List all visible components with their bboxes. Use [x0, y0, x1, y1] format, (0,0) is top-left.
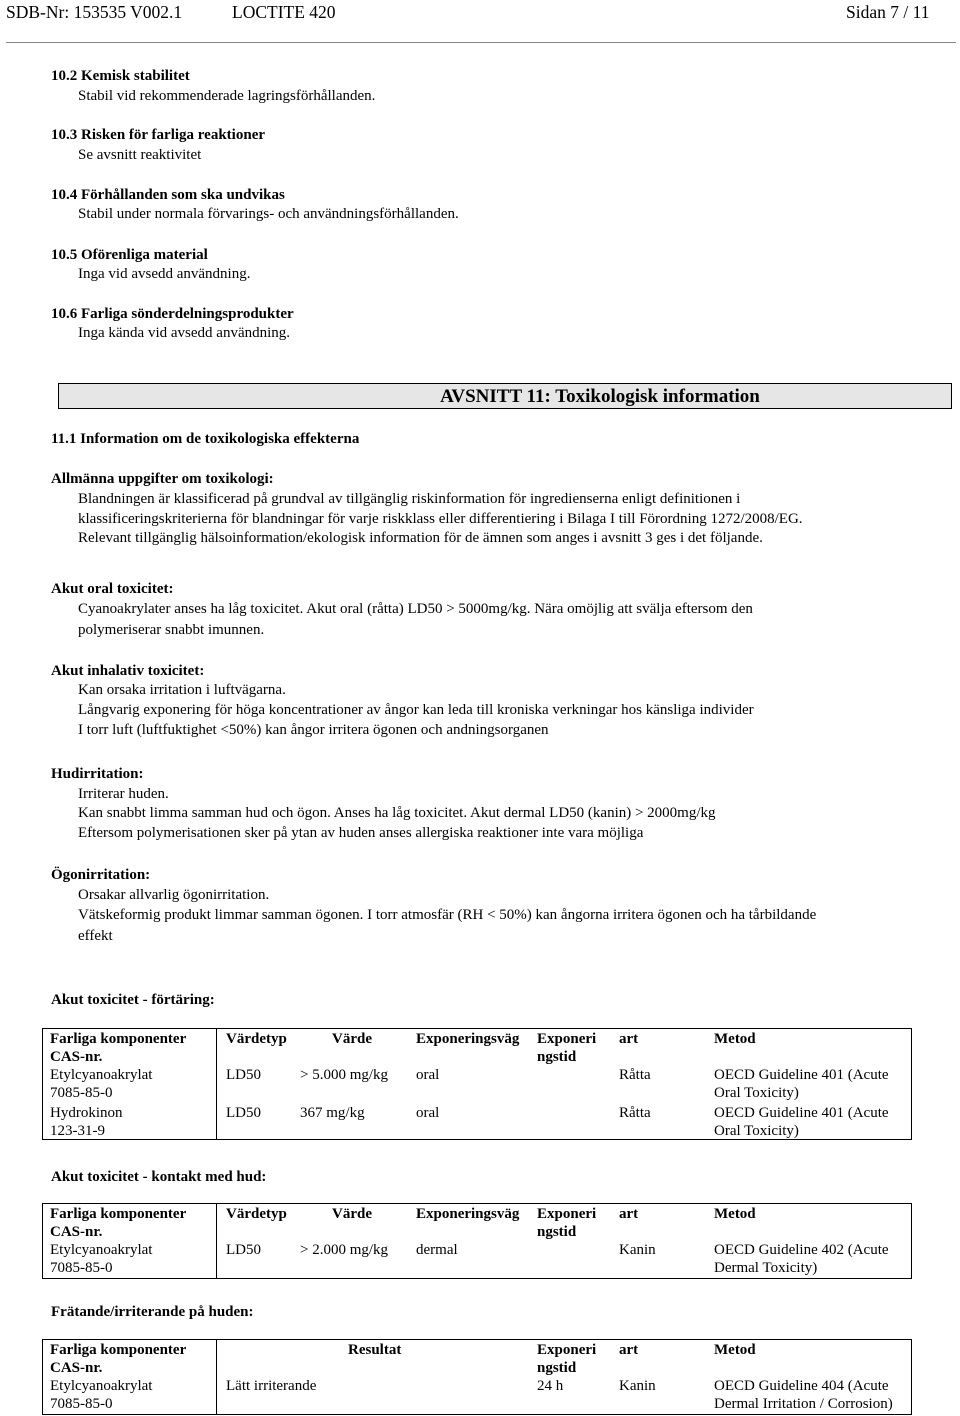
- row-2-component: Hydrokinon: [50, 1105, 123, 1121]
- row-1-method-line-2: Dermal Toxicity): [714, 1260, 818, 1276]
- row-1-value: > 2.000 mg/kg: [300, 1242, 389, 1258]
- row-1-cas: 7085-85-0: [50, 1396, 113, 1412]
- row-1-value-type: LD50: [226, 1242, 261, 1258]
- row-1-component: Etylcyanoakrylat: [50, 1242, 153, 1258]
- row-1-species: Kanin: [619, 1242, 656, 1258]
- col-header-value: Värde: [332, 1206, 372, 1222]
- row-1-cas: 7085-85-0: [50, 1260, 113, 1276]
- row-2-method-line-1: OECD Guideline 401 (Acute: [714, 1105, 889, 1121]
- row-1-method-line-2: Oral Toxicity): [714, 1085, 799, 1101]
- section-10-2-title: 10.2 Kemisk stabilitet: [51, 68, 190, 84]
- section-10-3-title: 10.3 Risken för farliga reaktioner: [51, 127, 266, 143]
- section-10-5-text: Inga vid avsedd användning.: [78, 266, 251, 282]
- col-header-method: Metod: [714, 1031, 756, 1047]
- row-1-method-line-1: OECD Guideline 404 (Acute: [714, 1378, 889, 1394]
- dermal-tox-table: [42, 1203, 912, 1279]
- oral-tox-title: Akut oral toxicitet:: [51, 581, 174, 597]
- col-header-exposure-time-2: ngstid: [537, 1224, 577, 1240]
- row-1-route: dermal: [416, 1242, 458, 1258]
- oral-tox-table: [42, 1028, 912, 1140]
- section-10-3-text: Se avsnitt reaktivitet: [78, 147, 202, 163]
- col-header-species: art: [619, 1206, 639, 1222]
- row-1-species: Råtta: [619, 1067, 651, 1083]
- row-1-component: Etylcyanoakrylat: [50, 1378, 153, 1394]
- col-header-exposure-time-1: Exponeri: [537, 1342, 597, 1358]
- col-header-component: Farliga komponenter: [50, 1031, 187, 1047]
- col-header-result: Resultat: [348, 1342, 402, 1358]
- row-1-value-type: LD50: [226, 1067, 261, 1083]
- col-header-component: Farliga komponenter: [50, 1342, 187, 1358]
- col-header-route: Exponeringsväg: [416, 1031, 520, 1047]
- dermal-table-title: Akut toxicitet - kontakt med hud:: [51, 1169, 267, 1185]
- col-header-exposure-time-2: ngstid: [537, 1360, 577, 1376]
- inhal-tox-line-3: I torr luft (luftfuktighet <50%) kan ångor irritera ögonen och andningsorganen: [78, 722, 549, 738]
- row-2-value: 367 mg/kg: [300, 1105, 365, 1121]
- row-1-component: Etylcyanoakrylat: [50, 1067, 153, 1083]
- row-1-exposure-time: 24 h: [537, 1378, 564, 1394]
- section-10-2-text: Stabil vid rekommenderade lagringsförhållanden.: [78, 88, 376, 104]
- col-header-species: art: [619, 1031, 639, 1047]
- eye-irrit-title: Ögonirritation:: [51, 867, 151, 883]
- col-header-value: Värde: [332, 1031, 372, 1047]
- col-header-component: Farliga komponenter: [50, 1206, 187, 1222]
- page-number: Sidan 7 / 11: [846, 2, 930, 22]
- eye-irrit-line-2: Vätskeformig produkt limmar samman ögonen. I torr atmosfär (RH < 50%) kan ångorna irritera ögonen och ha tårbildande: [78, 907, 817, 923]
- general-tox-line-1: Blandningen är klassificerad på grundval av tillgänglig riskinformation för ingredienserna enligt definitionen i: [78, 491, 741, 507]
- section-10-6-text: Inga kända vid avsedd användning.: [78, 325, 291, 341]
- row-1-route: oral: [416, 1067, 440, 1083]
- section-10-4-title: 10.4 Förhållanden som ska undvikas: [51, 187, 285, 203]
- section-10-4-text: Stabil under normala förvarings- och användningsförhållanden.: [78, 206, 459, 222]
- col-header-species: art: [619, 1342, 639, 1358]
- row-2-route: oral: [416, 1105, 440, 1121]
- header-divider: [6, 42, 956, 43]
- row-2-cas: 123-31-9: [50, 1123, 105, 1139]
- row-1-method-line-1: OECD Guideline 401 (Acute: [714, 1067, 889, 1083]
- inhal-tox-title: Akut inhalativ toxicitet:: [51, 663, 205, 679]
- skin-irrit-line-1: Irriterar huden.: [78, 786, 169, 802]
- col-header-value-type: Värdetyp: [226, 1206, 287, 1222]
- col-header-method: Metod: [714, 1206, 756, 1222]
- col-header-value-type: Värdetyp: [226, 1031, 287, 1047]
- col-header-route: Exponeringsväg: [416, 1206, 520, 1222]
- row-1-species: Kanin: [619, 1378, 656, 1394]
- skin-irrit-line-2: Kan snabbt limma samman hud och ögon. Anses ha låg toxicitet. Akut dermal LD50 (kanin) > 2000mg/kg: [78, 805, 716, 821]
- inhal-tox-line-1: Kan orsaka irritation i luftvägarna.: [78, 682, 286, 698]
- col-header-exposure-time-1: Exponeri: [537, 1206, 597, 1222]
- row-1-method-line-2: Dermal Irritation / Corrosion): [714, 1396, 893, 1412]
- oral-tox-line-1: Cyanoakrylater anses ha låg toxicitet. Akut oral (råtta) LD50 > 5000mg/kg. Nära omöjlig att svälja eftersom den: [78, 601, 753, 617]
- col-header-cas: CAS-nr.: [50, 1360, 103, 1376]
- section-11-title: AVSNITT 11: Toxikologisk information: [440, 386, 760, 407]
- col-header-exposure-time-2: ngstid: [537, 1049, 577, 1065]
- section-11-1-title: 11.1 Information om de toxikologiska effekterna: [51, 431, 360, 447]
- row-2-value-type: LD50: [226, 1105, 261, 1121]
- row-1-method-line-1: OECD Guideline 402 (Acute: [714, 1242, 889, 1258]
- product-name: LOCTITE 420: [232, 2, 336, 22]
- col-header-method: Metod: [714, 1342, 756, 1358]
- skin-irrit-title: Hudirritation:: [51, 766, 144, 782]
- skin-irrit-line-3: Eftersom polymerisationen sker på ytan av huden anses allergiska reaktioner inte vara möjliga: [78, 825, 644, 841]
- row-2-method-line-2: Oral Toxicity): [714, 1123, 799, 1139]
- col-header-cas: CAS-nr.: [50, 1049, 103, 1065]
- oral-table-title: Akut toxicitet - förtäring:: [51, 992, 215, 1008]
- section-10-6-title: 10.6 Farliga sönderdelningsprodukter: [51, 306, 294, 322]
- col-header-cas: CAS-nr.: [50, 1224, 103, 1240]
- section-11-banner: [58, 383, 952, 409]
- row-1-cas: 7085-85-0: [50, 1085, 113, 1101]
- row-2-species: Råtta: [619, 1105, 651, 1121]
- col-header-exposure-time-1: Exponeri: [537, 1031, 597, 1047]
- eye-irrit-line-3: effekt: [78, 928, 113, 944]
- row-1-value: > 5.000 mg/kg: [300, 1067, 389, 1083]
- irrit-table-title: Frätande/irriterande på huden:: [51, 1304, 254, 1320]
- row-1-result: Lätt irriterande: [226, 1378, 317, 1394]
- general-tox-title: Allmänna uppgifter om toxikologi:: [51, 471, 274, 487]
- document-id: SDB-Nr: 153535 V002.1: [6, 2, 183, 22]
- general-tox-line-2: klassificeringskriterierna för blandningar för varje riskklass eller differentiering i Bilaga I till Förordning 1272/2008/EG.: [78, 511, 803, 527]
- general-tox-line-3: Relevant tillgänglig hälsoinformation/ekologisk information för de ämnen som anges i avsnitt 3 ges i det följande.: [78, 530, 763, 546]
- eye-irrit-line-1: Orsakar allvarlig ögonirritation.: [78, 887, 270, 903]
- skin-irrit-table: [42, 1339, 912, 1415]
- section-10-5-title: 10.5 Oförenliga material: [51, 247, 208, 263]
- oral-tox-line-2: polymeriserar snabbt imunnen.: [78, 622, 265, 638]
- inhal-tox-line-2: Långvarig exponering för höga koncentrationer av ångor kan leda till kroniska verkningar hos känsliga individer: [78, 702, 754, 718]
